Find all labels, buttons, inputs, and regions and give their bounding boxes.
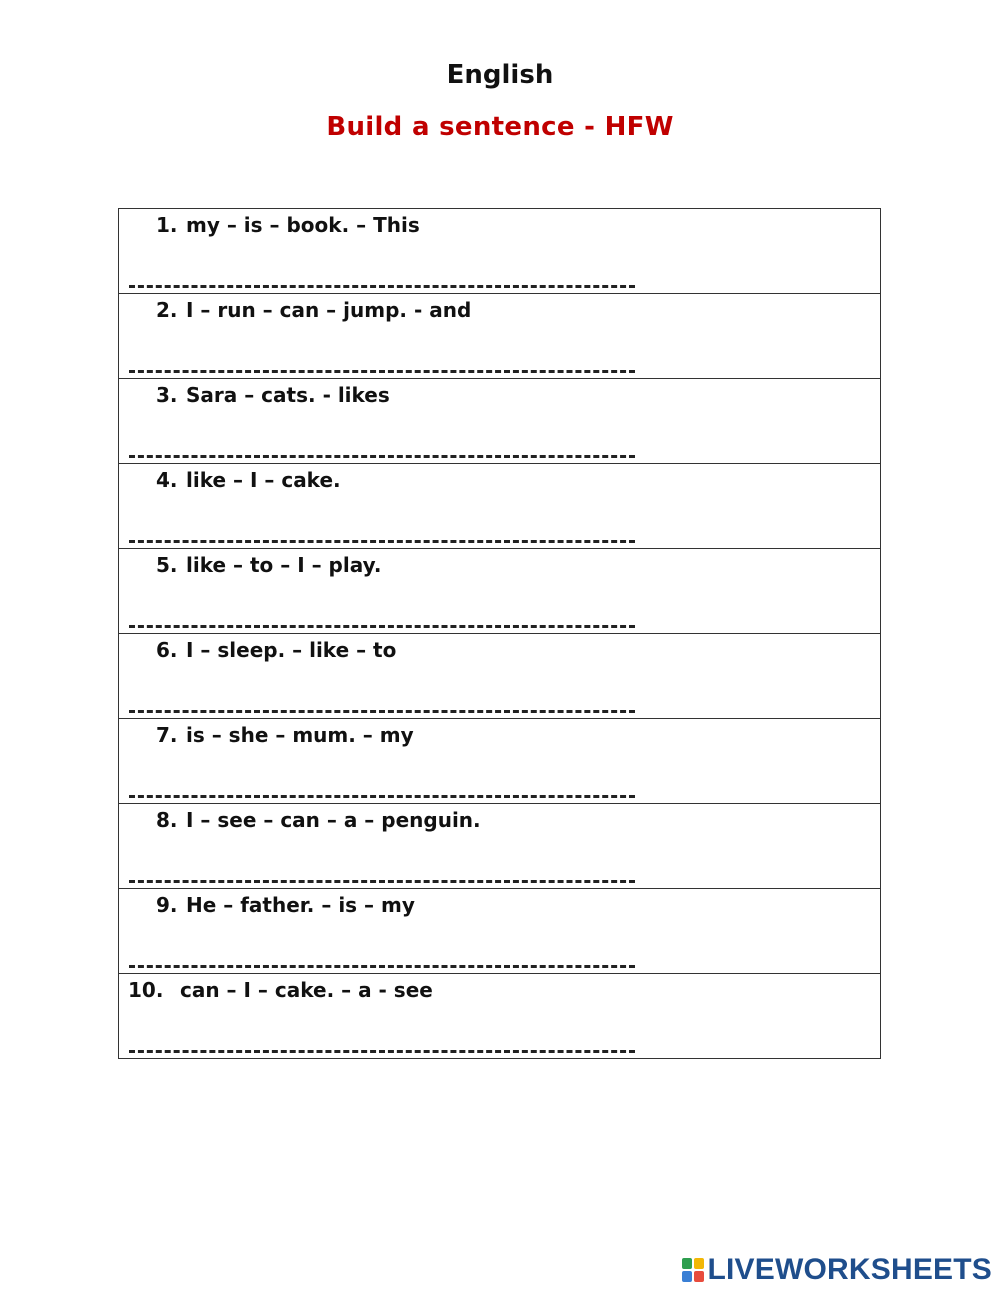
logo-square bbox=[682, 1271, 692, 1282]
logo-square bbox=[694, 1258, 704, 1269]
worksheet-title: Build a sentence - HFW bbox=[326, 112, 674, 142]
answer-line[interactable] bbox=[129, 710, 635, 713]
answer-line[interactable] bbox=[129, 370, 635, 373]
item-number: 5. bbox=[156, 553, 178, 577]
item-number: 2. bbox=[156, 298, 178, 322]
table-row bbox=[119, 634, 881, 719]
brand-name: LIVEWORKSHEETS bbox=[707, 1253, 992, 1286]
sentence-prompt bbox=[156, 808, 481, 832]
answer-line[interactable] bbox=[129, 625, 635, 628]
answer-line[interactable] bbox=[129, 455, 635, 458]
answer-line[interactable] bbox=[129, 965, 635, 968]
sentence-cell bbox=[119, 294, 881, 379]
scrambled-words: He – father. – is – my bbox=[186, 893, 415, 917]
scrambled-words: is – she – mum. – my bbox=[186, 723, 414, 747]
table-row bbox=[119, 974, 881, 1059]
answer-line[interactable] bbox=[129, 880, 635, 883]
sentence-prompt bbox=[156, 213, 420, 237]
sentence-cell bbox=[119, 209, 881, 294]
table-row bbox=[119, 294, 881, 379]
item-number: 10. bbox=[128, 978, 164, 1002]
sentence-prompt bbox=[156, 553, 381, 577]
table-row bbox=[119, 719, 881, 804]
item-number: 3. bbox=[156, 383, 178, 407]
table-row bbox=[119, 464, 881, 549]
scrambled-words: like – to – I – play. bbox=[186, 553, 382, 577]
sentence-prompt bbox=[156, 468, 341, 492]
sentence-cell bbox=[119, 464, 881, 549]
scrambled-words: I – see – can – a – penguin. bbox=[186, 808, 481, 832]
scrambled-words: like – I – cake. bbox=[186, 468, 341, 492]
sentence-prompt bbox=[156, 638, 396, 662]
answer-line[interactable] bbox=[129, 795, 635, 798]
logo-square bbox=[682, 1258, 692, 1269]
table-row bbox=[119, 209, 881, 294]
liveworksheets-logo-icon bbox=[682, 1258, 704, 1282]
table-row bbox=[119, 804, 881, 889]
answer-line[interactable] bbox=[129, 285, 635, 288]
sentence-cell bbox=[119, 549, 881, 634]
item-number: 6. bbox=[156, 638, 178, 662]
sentence-table bbox=[118, 208, 881, 1059]
sentence-prompt bbox=[156, 298, 471, 322]
answer-line[interactable] bbox=[129, 540, 635, 543]
item-number: 7. bbox=[156, 723, 178, 747]
scrambled-words: can – I – cake. – a - see bbox=[180, 978, 433, 1002]
sentence-cell bbox=[119, 804, 881, 889]
item-number: 8. bbox=[156, 808, 178, 832]
item-number: 4. bbox=[156, 468, 178, 492]
answer-line[interactable] bbox=[129, 1050, 635, 1053]
brand-logo[interactable] bbox=[682, 1253, 993, 1287]
sentence-cell bbox=[119, 719, 881, 804]
sentence-cell bbox=[119, 974, 881, 1059]
table-row bbox=[119, 379, 881, 464]
sentence-cell bbox=[119, 889, 881, 974]
sentence-cell bbox=[119, 634, 881, 719]
scrambled-words: Sara – cats. - likes bbox=[186, 383, 390, 407]
sentence-prompt bbox=[128, 978, 433, 1002]
item-number: 1. bbox=[156, 213, 178, 237]
table-row bbox=[119, 889, 881, 974]
logo-square bbox=[694, 1271, 704, 1282]
sentence-prompt bbox=[156, 723, 414, 747]
sentence-prompt bbox=[156, 383, 390, 407]
sentence-prompt bbox=[156, 893, 415, 917]
scrambled-words: I – run – can – jump. - and bbox=[186, 298, 472, 322]
sentence-cell bbox=[119, 379, 881, 464]
scrambled-words: my – is – book. – This bbox=[186, 213, 420, 237]
table-row bbox=[119, 549, 881, 634]
scrambled-words: I – sleep. – like – to bbox=[186, 638, 397, 662]
item-number: 9. bbox=[156, 893, 178, 917]
worksheet-subject: English bbox=[446, 60, 554, 90]
